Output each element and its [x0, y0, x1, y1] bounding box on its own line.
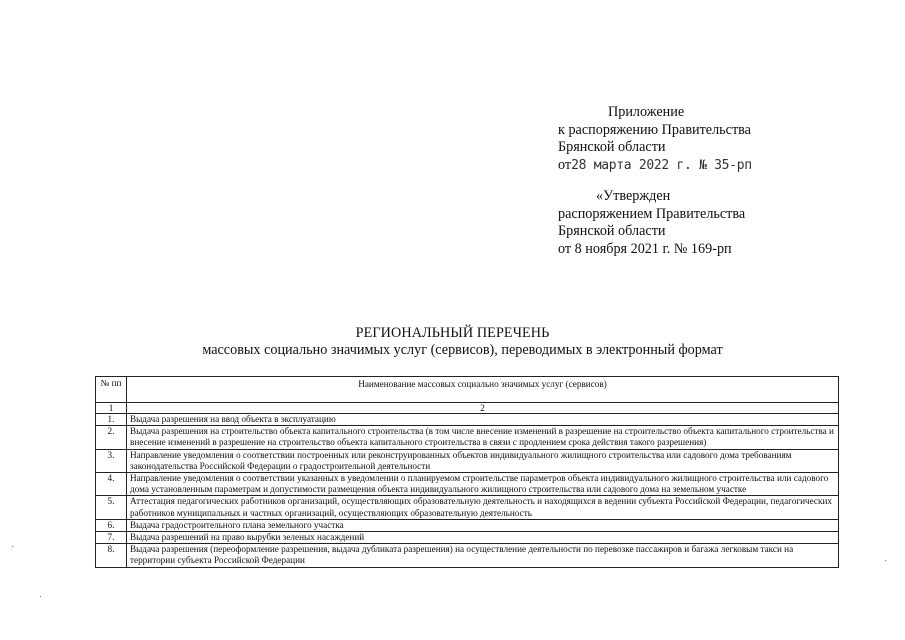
scan-speck — [885, 560, 886, 561]
header-name: Наименование массовых социально значимых услуг (сервисов) — [127, 377, 839, 403]
appendix-date-typed: 28 марта 2022 г. № 35-рп — [571, 157, 752, 173]
index-cell-1: 1 — [96, 403, 127, 414]
table-header-row — [96, 377, 839, 403]
row-number: 2. — [96, 426, 127, 449]
approved-heading: «Утвержден — [596, 188, 671, 204]
index-cell-2: 2 — [127, 403, 839, 414]
table-row — [96, 544, 839, 567]
appendix-line-2: к распоряжению Правительства — [558, 121, 751, 138]
row-number: 3. — [96, 449, 127, 472]
appendix-date-line — [558, 157, 818, 175]
table-row — [96, 426, 839, 449]
approved-line-2: распоряжением Правительства — [558, 205, 746, 222]
table-row — [96, 519, 839, 531]
table-row — [96, 532, 839, 544]
table-row — [96, 449, 839, 472]
table-row — [96, 473, 839, 496]
appendix-line-3: Брянской области — [558, 139, 666, 156]
row-number: 1. — [96, 414, 127, 426]
row-service-name: Направление уведомления о соответствии построенных или реконструированных объектов индивидуального жилищного строительства или садового дома требованиям законодательства Российской Федерации о градостроительной деятельности — [127, 449, 839, 472]
document-subtitle: массовых социально значимых услуг (сервисов), переводимых в электронный формат — [202, 342, 723, 358]
document-title: РЕГИОНАЛЬНЫЙ ПЕРЕЧЕНЬ — [355, 325, 550, 341]
row-service-name: Направление уведомления о соответствии указанных в уведомлении о планируемом строительстве параметров объекта индивидуального жилищного строительства или садового дома установленным параметрам и допустимости размещения объекта индивидуального жилищного строительства или садового дома на земельном участке — [127, 473, 839, 496]
row-number: 7. — [96, 532, 127, 544]
row-service-name: Аттестация педагогических работников организаций, осуществляющих образовательную деятельность и находящихся в ведении субъекта Российской Федерации, педагогических работников муниципальных и частных организаций, осуществляющих образовательную деятельность — [127, 496, 839, 519]
header-number: № пп — [96, 377, 127, 403]
row-number: 8. — [96, 544, 127, 567]
row-service-name: Выдача разрешения (переоформление разрешения, выдача дубликата разрешения) на осуществление деятельности по перевозке пассажиров и багажа легковым такси на территории субъекта Российской Федерации — [127, 544, 839, 567]
table-row — [96, 496, 839, 519]
approved-block — [558, 188, 818, 258]
row-number: 5. — [96, 496, 127, 519]
table-index-row — [96, 403, 839, 414]
approved-line-3: Брянской области — [558, 223, 666, 240]
title-block — [0, 325, 905, 359]
scan-speck — [12, 546, 13, 547]
appendix-date-prefix: от — [558, 156, 572, 173]
row-service-name: Выдача градостроительного плана земельного участка — [127, 519, 839, 531]
appendix-heading: Приложение — [608, 104, 685, 120]
scan-speck — [40, 596, 41, 597]
approved-date-line: от 8 ноября 2021 г. № 169-рп — [558, 240, 732, 257]
table-row — [96, 414, 839, 426]
row-number: 4. — [96, 473, 127, 496]
appendix-block — [558, 104, 818, 174]
services-table — [95, 376, 839, 568]
row-service-name: Выдача разрешения на ввод объекта в эксплуатацию — [127, 414, 839, 426]
row-service-name: Выдача разрешения на строительство объекта капитального строительства (в том числе внесение изменений в разрешение на строительство объекта капитального строительства и внесение изменений в разрешение на строительство объекта капитального строительства в связи с продлением срока действия такого разрешения) — [127, 426, 839, 449]
row-number: 6. — [96, 519, 127, 531]
row-service-name: Выдача разрешений на право вырубки зеленых насаждений — [127, 532, 839, 544]
